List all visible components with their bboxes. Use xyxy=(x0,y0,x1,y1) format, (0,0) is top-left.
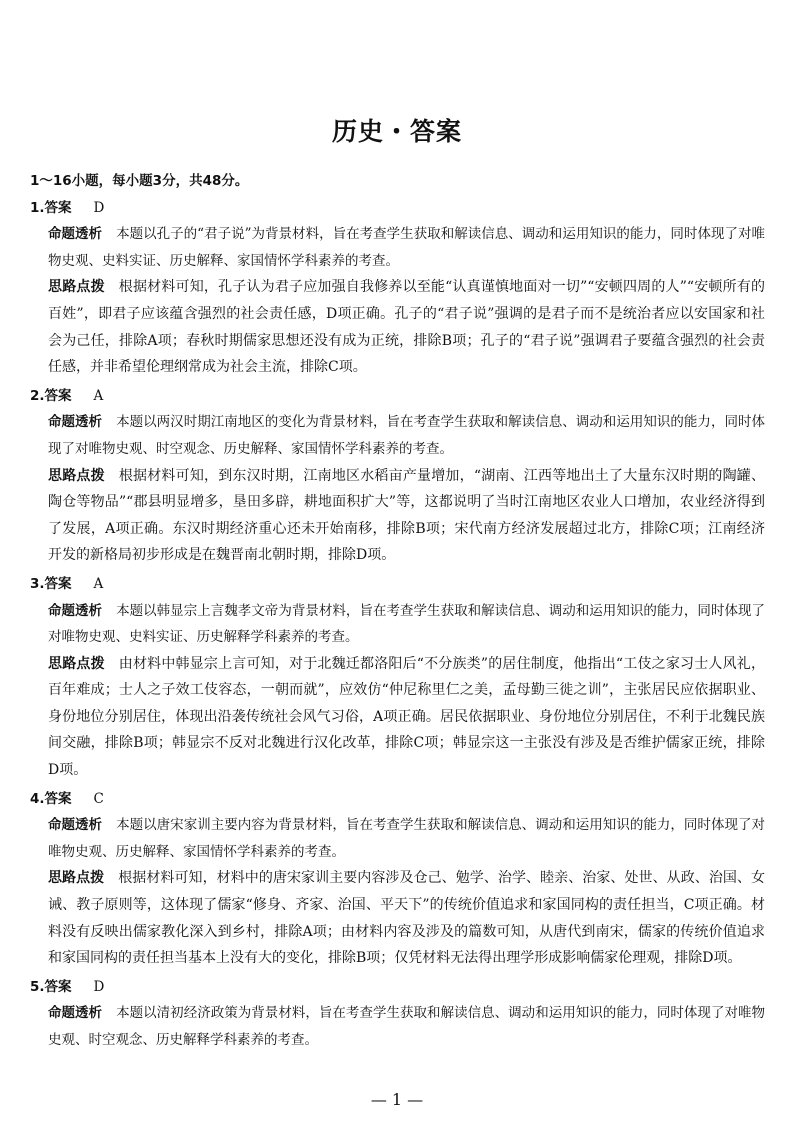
answer-content xyxy=(30,168,765,1056)
analysis-text: 本题以唐宋家训主要内容为背景材料，旨在考查学生获取和解读信息、调动和运用知识的能力，同时体现了对唯物史观、历史解释、家国情怀学科素养的考查。 xyxy=(48,817,766,860)
hint-paragraph xyxy=(30,865,765,971)
analysis-paragraph xyxy=(30,1000,765,1053)
analysis-paragraph xyxy=(30,409,765,462)
question-header xyxy=(30,571,765,598)
hint-label: 思路点拨 xyxy=(48,467,105,484)
answer-value: D xyxy=(93,199,105,216)
answer-label: 答案 xyxy=(44,978,72,995)
question-block-4 xyxy=(30,786,765,972)
analysis-label: 命题透析 xyxy=(48,817,103,834)
analysis-paragraph xyxy=(30,221,765,274)
section-intro: 1～16小题，每小题3分，共48分。 xyxy=(30,173,249,189)
question-block-1 xyxy=(30,195,765,381)
analysis-label: 命题透析 xyxy=(48,226,103,243)
answer-label: 答案 xyxy=(44,387,72,404)
hint-text: 根据材料可知，孔子认为君子应加强自我修养以至能“认真谨慎地面对一切”“安顿四周的人”“安顿所有的百姓”，即君子应该蕴含强烈的社会责任感，D项正确。孔子的“君子说”强调的是君子而不是统治者应以安国家和社会为己任，排除A项；春秋时期儒家思想还没有成为正统，排除B项；孔子的“君子说”强调君子要蕴含强烈的社会责任感，并非希望伦理纲常成为社会主流，排除C项。 xyxy=(48,279,766,376)
question-block-5 xyxy=(30,974,765,1054)
question-number: 5. xyxy=(30,978,45,995)
question-header xyxy=(30,974,765,1001)
analysis-paragraph xyxy=(30,812,765,865)
page-number: — 1 — xyxy=(370,1090,424,1109)
question-number: 3. xyxy=(30,575,45,592)
answer-label: 答案 xyxy=(44,790,72,807)
answer-label: 答案 xyxy=(44,199,72,216)
question-header xyxy=(30,195,765,222)
analysis-text: 本题以韩显宗上言魏孝文帝为背景材料，旨在考查学生获取和解读信息、调动和运用知识的能力，同时体现了对唯物史观、史料实证、历史解释学科素养的考查。 xyxy=(48,602,766,646)
analysis-text: 本题以清初经济政策为背景材料，旨在考查学生获取和解读信息、调动和运用知识的能力，同时体现了对唯物史观、时空观念、历史解释学科素养的考查。 xyxy=(48,1005,766,1048)
hint-text: 由材料中韩显宗上言可知，对于北魏迁都洛阳后“不分族类”的居住制度，他指出“工伎之家习士人风礼，百年难成；士人之子效工伎容态，一朝而就”，应效仿“仲尼称里仁之美，孟母勤三徙之训”，主张居民应依据职业、身份地位分别居住，体现出沿袭传统社会风气习俗，A项正确。居民依据职业、身份地位分别居住，不利于北魏民族间交融，排除B项；韩显宗不反对北魏进行汉化改革，排除C项；韩显宗这一主张没有涉及是否维护儒家正统，排除D项。 xyxy=(48,655,765,779)
hint-text: 根据材料可知，到东汉时期，江南地区水稻亩产量增加，“湖南、江西等地出土了大量东汉时期的陶罐、陶仓等物品”“郡县明显增多，垦田多辟，耕地面积扩大”等，这都说明了当时江南地区农业人口增加，农业经济得到了发展，A项正确。东汉时期经济重心还未开始南移，排除B项；宋代南方经济发展超过北方，排除C项；江南经济开发的新格局初步形成是在魏晋南北朝时期，排除D项。 xyxy=(48,467,766,564)
page-title: 历史・答案 xyxy=(331,117,462,146)
hint-paragraph xyxy=(30,463,765,569)
analysis-text: 本题以孔子的“君子说”为背景材料，旨在考查学生获取和解读信息、调动和运用知识的能力，同时体现了对唯物史观、史料实证、历史解释、家国情怀学科素养的考查。 xyxy=(48,226,765,269)
hint-label: 思路点拨 xyxy=(48,870,105,887)
hint-label: 思路点拨 xyxy=(48,279,105,296)
analysis-label: 命题透析 xyxy=(48,602,103,619)
hint-label: 思路点拨 xyxy=(48,655,105,672)
analysis-label: 命题透析 xyxy=(48,1005,103,1022)
question-number: 2. xyxy=(30,387,45,404)
hint-text: 根据材料可知，材料中的唐宋家训主要内容涉及仓己、勉学、治学、睦亲、治家、处世、从政、治国、女诫、教子原则等，这体现了儒家“修身、齐家、治国、平天下”的传统价值追求和家国同构的责任担当，C项正确。材料没有反映出儒家教化深入到乡村，排除A项；由材料内容及涉及的篇数可知，从唐代到南宋，儒家的传统价值追求和家国同构的责任担当基本上没有大的变化，排除B项；仅凭材料无法得出理学形成影响儒家伦理观，排除D项。 xyxy=(48,870,766,967)
question-header xyxy=(30,786,765,813)
answer-value: C xyxy=(93,790,104,807)
question-header xyxy=(30,383,765,410)
answer-label: 答案 xyxy=(44,575,72,592)
answer-value: A xyxy=(93,575,104,592)
question-block-2 xyxy=(30,383,765,569)
question-number: 1. xyxy=(30,199,45,216)
hint-paragraph xyxy=(30,651,765,784)
analysis-label: 命题透析 xyxy=(48,414,103,431)
question-number: 4. xyxy=(30,790,45,807)
answer-value: D xyxy=(93,978,105,995)
analysis-paragraph xyxy=(30,598,765,651)
question-block-3 xyxy=(30,571,765,784)
analysis-text: 本题以两汉时期江南地区的变化为背景材料，旨在考查学生获取和解读信息、调动和运用知识的能力，同时体现了对唯物史观、时空观念、历史解释、家国情怀学科素养的考查。 xyxy=(48,414,766,457)
answer-value: A xyxy=(93,387,104,404)
hint-paragraph xyxy=(30,274,765,380)
